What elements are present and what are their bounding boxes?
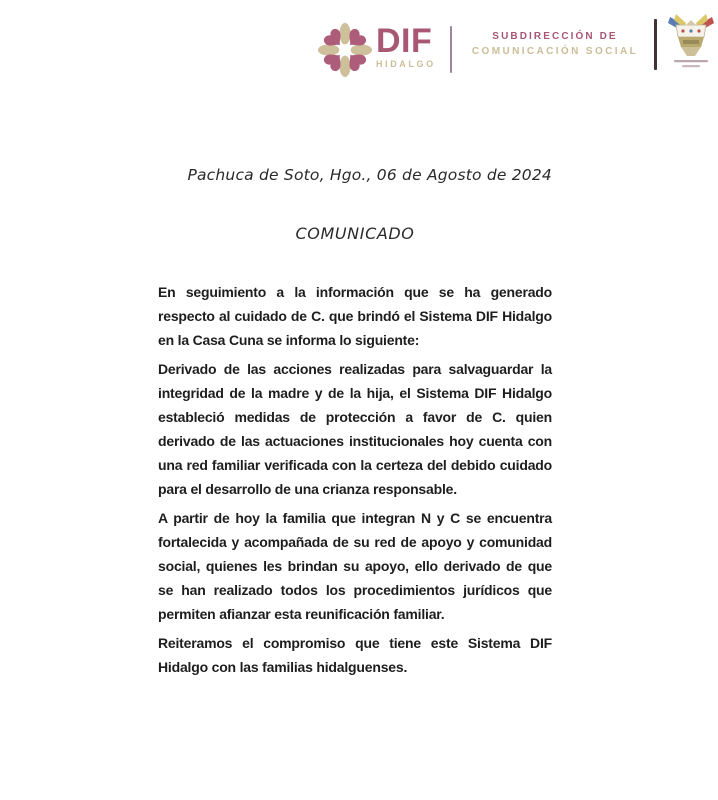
paragraph-1: En seguimiento a la información que se ha generado respecto al cuidado de C. que brindó el Sistema DIF Hidalgo en la Casa Cuna se informa lo siguiente: [158,284,552,348]
paragraph-2: Derivado de las acciones realizadas para salvaguardar la integridad de la madre y de la hija, el Sistema DIF Hidalgo estableció medidas de protección a favor de C. quien derivado de las actuaciones institucionales hoy cuenta con una red familiar verificada con la certeza del debido cuidado para el desarrollo de una crianza responsable. [158,361,552,497]
document-title: COMUNICADO [295,224,415,243]
hidalgo-wordmark-text: HIDALGO [376,59,436,69]
document-body [158,280,552,684]
dif-flower-icon [317,21,373,79]
header-divider-2 [654,19,657,70]
dif-wordmark [376,24,456,69]
hidalgo-coat-of-arms-icon [664,11,718,85]
subdireccion-block [458,29,652,59]
letterhead-header [0,0,718,100]
subdireccion-line2: COMUNICACIÓN SOCIAL [471,46,639,57]
dateline: Pachuca de Soto, Hgo., 06 de Agosto de 2024 [187,166,552,184]
dif-wordmark-text: DIF [376,22,433,60]
header-divider-1 [450,26,452,73]
paragraph-4: Reiteramos el compromiso que tiene este Sistema DIF Hidalgo con las familias hidalguenses. [158,635,552,675]
paragraph-3: A partir de hoy la familia que integran N y C se encuentra fortalecida y acompañada de su red de apoyo y comunidad social, quienes les brindan su apoyo, ello derivado de que se han realizado todos los procedimientos jurídicos que permiten afianzar esta reunificación familiar. [158,510,552,622]
subdireccion-line1: SUBDIRECCIÓN DE [492,31,618,42]
